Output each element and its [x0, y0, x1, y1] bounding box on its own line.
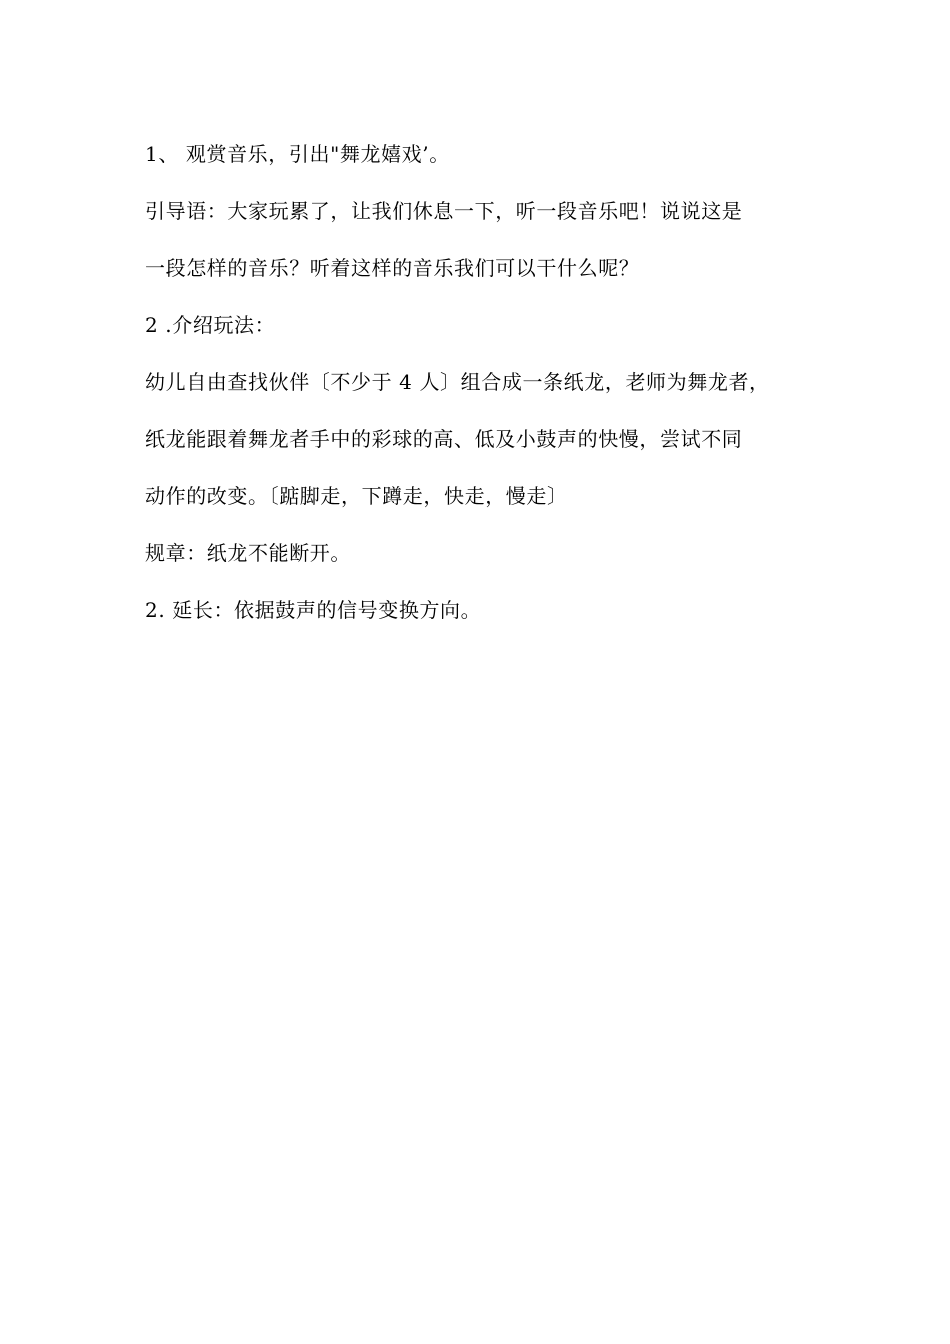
guide-text-line-1: 引导语：大家玩累了，让我们休息一下，听一段音乐吧！说说这是	[145, 199, 743, 223]
section-heading-extension: 2. 延长：依据鼓声的信号变换方向。	[145, 598, 482, 622]
section-heading-gameplay: 2 .介绍玩法：	[145, 313, 276, 337]
section-heading-appreciate-music: 1、 观赏音乐，引出"舞龙嬉戏’。	[145, 142, 450, 166]
gameplay-text-line-1: 幼儿自由查找伙伴〔不少于 4 人〕组合成一条纸龙，老师为舞龙者，	[145, 370, 770, 394]
rule-text: 规章：纸龙不能断开。	[145, 541, 351, 565]
gameplay-text-line-3: 动作的改变。〔踮脚走，下蹲走，快走，慢走〕	[145, 484, 568, 508]
gameplay-text-line-2: 纸龙能跟着舞龙者手中的彩球的高、低及小鼓声的快慢，尝试不同	[145, 427, 743, 451]
guide-text-line-2: 一段怎样的音乐？听着这样的音乐我们可以干什么呢？	[145, 256, 640, 280]
